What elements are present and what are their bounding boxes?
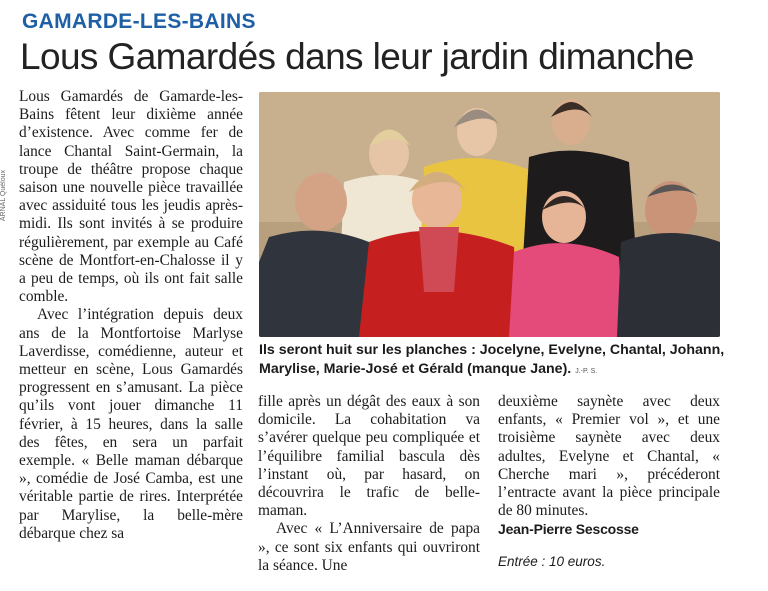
article-column-2: [258, 393, 480, 575]
paragraph-2: Avec l’intégration depuis deux ans de la Montfortoise Marlyse Laverdisse, comédienne, auteur et metteur en scène, Lous Gamardés progressent en s’amusant. La pièce qu’ils vont jouer dimanche 11 février, à 15 heures, dans la salle des fêtes, en sera un parfait exemple. « Belle maman débarque », comédie de José Camba, est une véritable partie de rires. Interprétée par Marylise, la belle-mère débarque chez sa: [19, 306, 243, 542]
photo-caption-text: Ils seront huit sur les planches : Jocelyne, Evelyne, Chantal, Johann, Marylise, Marie-José et Gérald (manque Jane).: [259, 342, 725, 377]
author-signature: Jean-Pierre Sescosse: [498, 521, 639, 538]
side-photo-credit: ARNAL Quéloux: [0, 170, 7, 222]
paragraph-1: Lous Gamardés de Gamarde-les-Bains fêtent leur dixième année d’existence. Avec comme fer de lance Chantal Saint-Germain, la troupe de théâtre propose chaque saison une nouvelle pièce travaillée avec assiduité tous les jeudis après-midi. Ils sont invités à se produire régulièrement, par exemple au Café scène de Montfort-en-Chalosse il y a peu de temps, où ils ont fait salle comble.: [19, 88, 243, 306]
article-column-1: [19, 88, 243, 543]
article-column-3: [498, 393, 720, 539]
group-photo-illustration: [259, 92, 720, 337]
headline: Lous Gamardés dans leur jardin dimanche: [20, 36, 694, 77]
photo-caption: [259, 341, 729, 381]
section-kicker: GAMARDE-LES-BAINS: [22, 10, 256, 33]
paragraph-5: deuxième saynète avec deux enfants, « Premier vol », et une troisième saynète avec deux adultes, Evelyne et Chantal, « Cherche mari », précéderont l’entracte avant la pièce principale de 80 minutes.: [498, 393, 720, 520]
entry-price-note: Entrée : 10 euros.: [498, 554, 606, 569]
paragraph-3: fille après un dégât des eaux à son domicile. La cohabitation va s’avérer quelque peu compliquée et l’équilibre familial bascula dès l’instant où, par hasard, on découvrira le trafic de belle-maman.: [258, 393, 480, 520]
paragraph-4: Avec « L’Anniversaire de papa », ce sont six enfants qui ouvriront la séance. Une: [258, 520, 480, 574]
group-photo: [259, 92, 720, 337]
photo-credit: J.-P. S.: [575, 367, 598, 375]
